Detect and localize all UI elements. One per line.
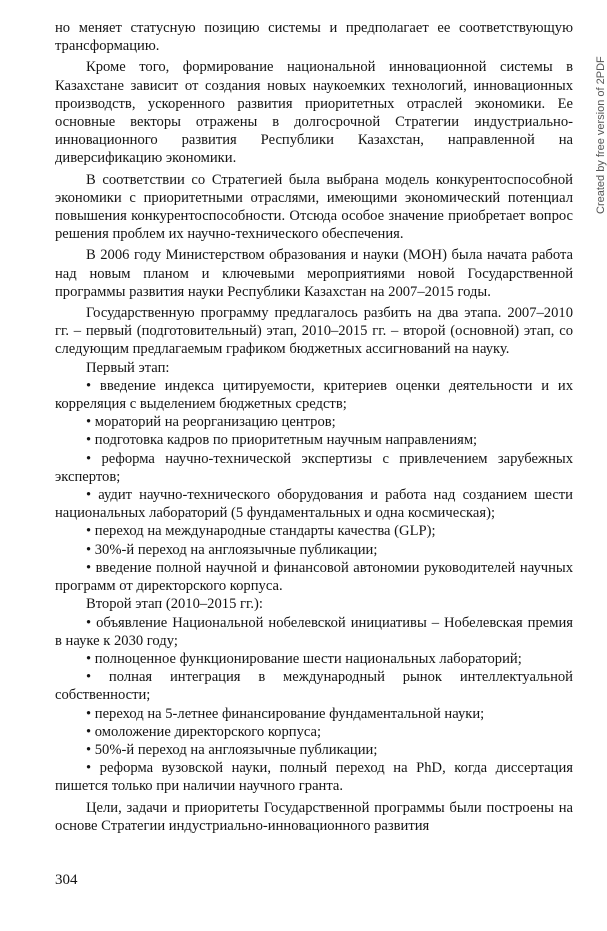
page-body [55, 19, 573, 835]
list-item: • 50%-й переход на англоязычные публикации; [86, 741, 378, 758]
list-item: • омоложение директорского корпуса; [86, 723, 322, 740]
paragraph-continuation: но меняет статусную позицию системы и предполагает ее соответствующую трансформацию. [55, 20, 573, 55]
list-item: • объявление Национальной нобелевской инициативы – Нобелевская премия в науке к 2030 году; [55, 614, 573, 649]
list-item: • переход на международные стандарты качества (GLP); [86, 523, 436, 540]
paragraph: Кроме того, формирование национальной инновационной системы в Казахстане зависит от создания новых наукоемких технологий, инновационных производств, ускоренного развития приоритетных отраслей экономики. Ее основные векторы отражены в долгосрочной Стратегии индустриально-инновационного развития Республики Казахстан, направленной на диверсификацию экономики. [55, 59, 573, 167]
paragraph: Цели, задачи и приоритеты Государственной программы были построены на основе Стратегии индустриально-инновационного развития [55, 799, 573, 834]
list-item: • полная интеграция в международный рынок интеллектуальной собственности; [55, 669, 573, 704]
list-item: • 30%-й переход на англоязычные публикации; [86, 541, 378, 558]
list-item: • полноценное функционирование шести национальных лабораторий; [86, 650, 522, 667]
list-item: • аудит научно-технического оборудования и работа над созданием шести национальных лабораторий (5 фундаментальных и одна космическая); [55, 487, 573, 522]
list-item: • введение индекса цитируемости, критериев оценки деятельности и их корреляция с выделением бюджетных средств; [55, 377, 573, 413]
watermark: Created by free version of 2PDF [595, 56, 607, 214]
paragraph: Государственную программу предлагалось разбить на два этапа. 2007–2010 гг. – первый (подготовительный) этап, 2010–2015 гг. – второй (основной) этап, со следующим предлагаемым графиком бюджетных ассигнований на науку. [55, 305, 573, 358]
stage-2-heading: Второй этап (2010–2015 гг.): [86, 596, 263, 613]
list-item: • переход на 5-летнее финансирование фундаментальной науки; [86, 705, 485, 722]
list-item: • мораторий на реорганизацию центров; [86, 414, 336, 431]
list-item: • реформа научно-технической экспертизы с привлечением зарубежных экспертов; [55, 450, 573, 485]
stage-1-heading: Первый этап: [86, 359, 170, 376]
paragraph: В 2006 году Министерством образования и науки (МОН) была начата работа над новым планом и ключевыми мероприятиями новой Государственной программы развития науки Республики Казахстан на 2007–2015 годы. [55, 247, 573, 300]
paragraph: В соответствии со Стратегией была выбрана модель конкурентоспособной экономики с приоритетными отраслями, имеющими экономический потенциал повышения конкурентоспособности. Отсюда особое значение приобретает вопрос решения проблем их научно-технического обеспечения. [55, 171, 573, 243]
list-item: • введение полной научной и финансовой автономии руководителей научных программ от директорского корпуса. [55, 559, 573, 595]
list-item: • реформа вузовской науки, полный переход на PhD, когда диссертация пишется только при наличии научного гранта. [55, 760, 573, 795]
list-item: • подготовка кадров по приоритетным научным направлениям; [86, 432, 478, 449]
page-number: 304 [55, 872, 78, 888]
